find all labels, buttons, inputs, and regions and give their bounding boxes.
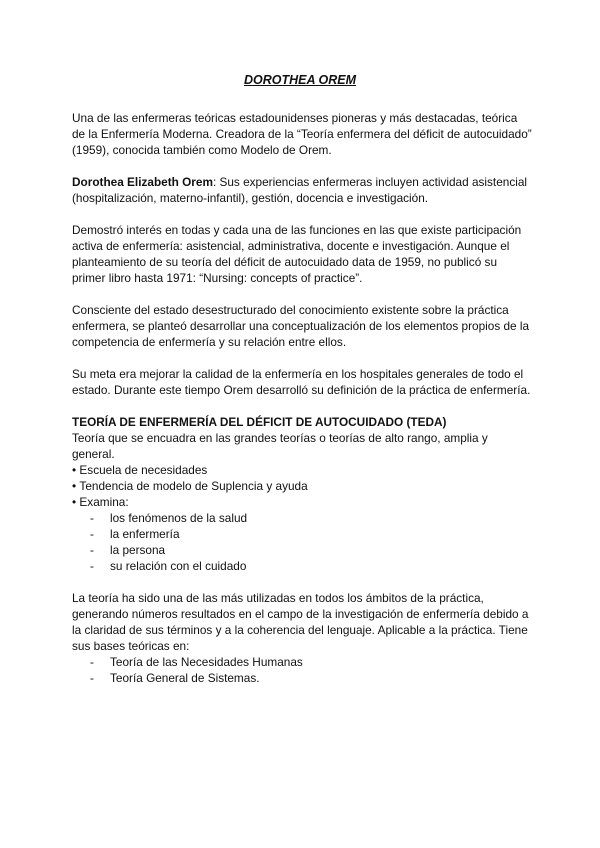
examina-item: - los fenómenos de la salud — [72, 510, 532, 526]
theory-paragraph: La teoría ha sido una de las más utilizadas en todos los ámbitos de la práctica, generando números resultados en el campo de la investigación de enfermería debido a la claridad de sus términos y a la coherencia del lenguaje. Aplicable a la práctica. Tiene sus bases teóricas en: — [72, 591, 529, 653]
bases-list — [72, 654, 532, 686]
document-body — [72, 110, 532, 686]
bullet-item: • Examina: — [72, 494, 532, 510]
bases-item: - Teoría General de Sistemas. — [72, 670, 532, 686]
goal-paragraph: Su meta era mejorar la calidad de la enfermería en los hospitales generales de todo el estado. Durante este tiempo Orem desarrolló su definición de la práctica de enfermería. — [72, 367, 531, 397]
section-intro: Teoría que se encuadra en las grandes teorías o teorías de alto rango, amplia y general. — [72, 431, 488, 461]
examina-item: - su relación con el cuidado — [72, 558, 532, 574]
conscious-paragraph: Consciente del estado desestructurado del conocimiento existente sobre la práctica enfermera, se planteó desarrollar una conceptualización de los elementos propios de la competencia de enfermería y su relación entre ellos. — [72, 303, 530, 349]
bio-name: Dorothea Elizabeth Orem — [72, 175, 213, 189]
intro-paragraph: Una de las enfermeras teóricas estadounidenses pioneras y más destacadas, teórica de la Enfermería Moderna. Creadora de la “Teoría enfermera del déficit de autocuidado” (1959), conocida también como Modelo de Orem. — [72, 111, 532, 157]
bio-paragraph — [72, 174, 532, 206]
bio-text: : Sus experiencias enfermeras incluyen actividad asistencial (hospitalización, materno-infantil), gestión, docencia e investigación. — [72, 175, 528, 205]
page-title: DOROTHEA OREM — [243, 73, 357, 87]
examina-item: - la persona — [72, 542, 532, 558]
bases-item: - Teoría de las Necesidades Humanas — [72, 654, 532, 670]
examina-list — [72, 510, 532, 574]
examina-item: - la enfermería — [72, 526, 532, 542]
bullet-item: • Tendencia de modelo de Suplencia y ayuda — [72, 478, 532, 494]
interest-paragraph: Demostró interés en todas y cada una de las funciones en las que existe participación activa de enfermería: asistencial, administrativa, docente e investigación. Aunque el planteamiento de su teoría del déficit de autocuidado data de 1959, no publicó su primer libro hasta 1971: “Nursing: concepts of practice”. — [72, 223, 522, 285]
bullet-list — [72, 462, 532, 510]
section-heading: TEORÍA DE ENFERMERÍA DEL DÉFICIT DE AUTOCUIDADO (TEDA) — [72, 415, 447, 429]
bullet-item: • Escuela de necesidades — [72, 462, 532, 478]
